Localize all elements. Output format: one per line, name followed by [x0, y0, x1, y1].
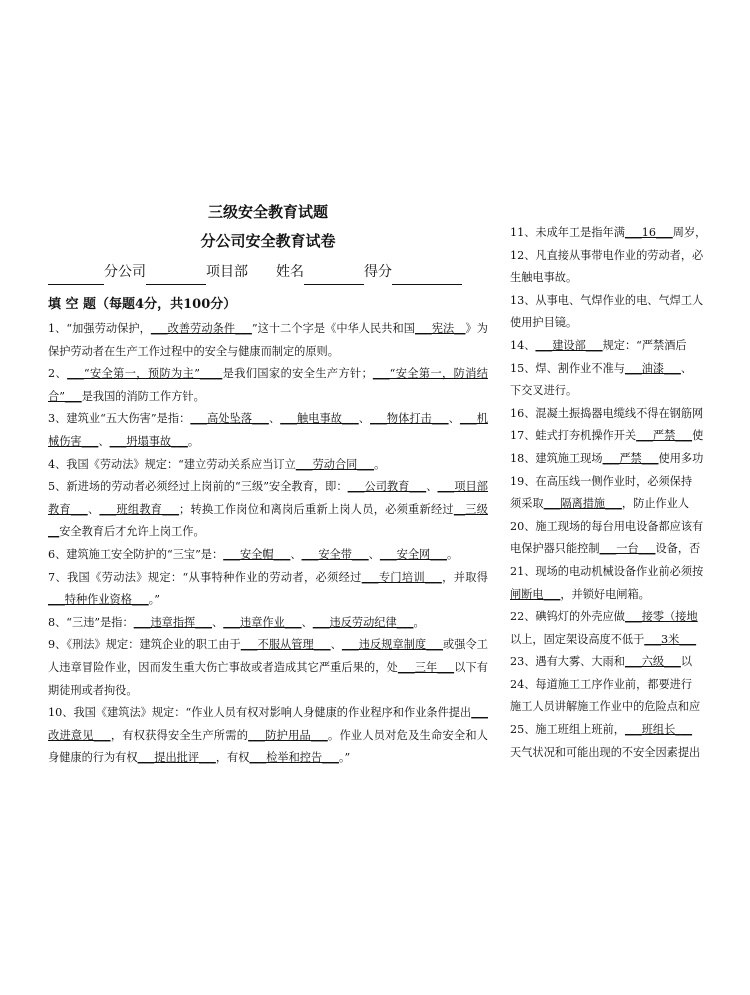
answer: ___一台___ [599, 542, 656, 556]
answer: ___坍塌事故___ [109, 434, 188, 448]
question-5: 5、新进场的劳动者必须经过上岗前的“三级”安全教育，即：___公司教育___、___项目部教育___、___班组教育___；转换工作岗位和离岗后重新上岗人员，必须重新经过__三级__安全教育后才允许上岗工作。 [48, 480, 488, 539]
question-list [48, 318, 488, 770]
answer: 闸断电 [510, 587, 544, 601]
question-3: 3、建筑业“五大伤害”是指：___高处坠落___、___触电事故___、___物体打击___、___机械伤害___、___坍塌事故___。 [48, 412, 488, 448]
left-column [48, 200, 488, 770]
answer: ___物体打击___ [370, 412, 449, 426]
question-20-cont: 电保护器只能控制___一台___设备，否 [510, 542, 701, 556]
question-6: 6、建筑施工安全防护的“三宝”是：___安全帽___、___安全带___、___安全网___。 [48, 547, 459, 561]
exam-subtitle: 分公司安全教育试卷 [200, 232, 336, 250]
score-blank[interactable] [392, 267, 462, 285]
answer: ___班组长___ [624, 723, 693, 737]
project-label: 项目部 [206, 264, 248, 280]
answer: ___劳动合同___ [295, 457, 375, 471]
answer: ___隔离措施___ [543, 497, 622, 511]
exam-title: 三级安全教育试题 [207, 203, 328, 221]
answer: ___检举和控告___ [249, 751, 339, 765]
question-19: 19、在高压线一侧作业时，必须保持 [510, 474, 693, 488]
question-25-cont: 天气状况和可能出现的不安全因素提出 [510, 745, 701, 759]
answer: ___油漆___ [624, 361, 681, 375]
question-21-cont: 闸断电___，并锁好电闸箱。 [510, 587, 650, 601]
project-blank[interactable] [146, 267, 206, 285]
answer: ___严禁___ [602, 451, 659, 465]
question-24: 24、每道施工工序作业前，都要进行 [510, 677, 693, 691]
answer: ___3米___ [644, 632, 697, 646]
answer: ___特种作业资格___ [48, 593, 149, 607]
company-label: 分公司 [104, 264, 146, 280]
answer: ___安全网___ [379, 547, 448, 561]
company-blank[interactable] [48, 267, 104, 285]
answer: ___不服从管理___ [240, 638, 331, 652]
question-2: 2、___“安全第一，预防为主”____是我们国家的安全生产方针；___“安全第一，防消结合”___是我国的消防工作方针。 [48, 367, 488, 403]
answer: ___改善劳动条件___ [150, 322, 252, 335]
answer: ___“安全第一，预防为主”____ [67, 367, 223, 381]
answer: ___项目部教育___ [48, 480, 488, 516]
question-19-cont: 须采取___隔离措施___，防止作业人 [510, 497, 690, 511]
question-11: 11、未成年工是指年满___16___周岁， [510, 226, 707, 239]
score-label: 得分 [364, 264, 392, 280]
answer: ___高处坠落___ [190, 412, 269, 426]
right-column [510, 222, 750, 764]
answer: ___六级___ [624, 655, 681, 669]
answer: ___宪法__ [414, 322, 466, 335]
question-10: 10、我国《建筑法》规定：“作业人员有权对影响人身健康的作业程序和作业条件提出___改进意见___，有权获得安全生产所需的___防护用品___。作业人员对危及生命安全和人身健康的行为有权___提出批评___，有权___检举和控告___。” [48, 706, 488, 765]
question-14: 14、___建设部___规定：“严禁酒后 [510, 338, 687, 352]
answer: ___提出批评___ [137, 751, 216, 765]
question-17: 17、蛙式打夯机操作开关___严禁___使 [510, 429, 704, 443]
answer: ___“安全第一，防消结合”___ [48, 367, 488, 403]
answer: ___防护用品___ [248, 728, 328, 742]
answer: ___建设部___ [535, 338, 603, 352]
question-16: 16、混凝土振捣器电缆线不得在钢筋网 [510, 406, 704, 420]
answer: ___安全帽___ [223, 547, 291, 561]
name-label: 姓名 [276, 264, 304, 280]
question-8: 8、“三违”是指：___违章指挥___、___违章作业___、___违反劳动纪律___。 [48, 615, 425, 629]
question-13-cont: 使用护目镜。 [510, 316, 578, 330]
answer: ___违反劳动纪律___ [312, 615, 414, 629]
header-fields [48, 259, 488, 285]
section-heading: 填 空 题（每题4分，共100分） [48, 297, 237, 312]
question-12: 12、凡直接从事带电作业的劳动者，必 [510, 248, 704, 262]
answer: ___违章指挥___ [133, 615, 213, 629]
question-22-cont: 以上，固定架设高度不低于___3米___ [510, 632, 697, 646]
question-9: 9、《刑法》规定：建筑企业的职工由于___不服从管理___、___违反规章制度___或强令工人违章冒险作业，因而发生重大伤亡事故或者造成其它严重后果的，处___三年___以下有期徒刑或者拘役。 [48, 638, 488, 697]
question-7: 7、我国《劳动法》规定：“从事特种作业的劳动者，必须经过___专门培训___，并取得___特种作业资格___。” [48, 570, 488, 607]
answer: ___接零（接地 [624, 610, 698, 624]
answer: ___机械伤害___ [48, 412, 488, 448]
question-12-cont: 生触电事故。 [510, 271, 578, 285]
answer: ___专门培训___ [361, 570, 442, 584]
answer: ___改进意见___ [48, 706, 488, 742]
question-15-cont: 下交叉进行。 [510, 384, 578, 398]
answer: ___严禁___ [636, 429, 693, 443]
question-21: 21、现场的电动机械设备作业前必须按 [510, 564, 704, 578]
answer: ___班组教育___ [99, 502, 180, 516]
answer: ___触电事故___ [280, 412, 359, 426]
question-4: 4、我国《劳动法》规定：“建立劳动关系应当订立___劳动合同___。 [48, 457, 386, 471]
question-20: 20、施工现场的每台用电设备都应该有 [510, 519, 704, 533]
question-22: 22、碘钨灯的外壳应做___接零（接地 [510, 610, 698, 624]
question-23: 23、遇有大雾、大雨和___六级___以 [510, 655, 693, 669]
question-24-cont: 施工人员讲解施工作业中的危险点和应 [510, 700, 701, 714]
question-1: 1、“加强劳动保护，___改善劳动条件___”这十二个字是《中华人民共和国___宪法__》为保护劳动者在生产工作过程中的安全与健康而制定的原则。 [48, 322, 488, 358]
answer: ___违章作业___ [223, 615, 302, 629]
question-15: 15、焊、割作业不准与___油漆___、 [510, 361, 693, 375]
question-25: 25、施工班组上班前，___班组长___ [510, 723, 693, 737]
answer: ___违反规章制度___ [341, 638, 443, 652]
question-18: 18、建筑施工现场___严禁___使用多功 [510, 451, 704, 465]
name-blank[interactable] [304, 267, 364, 285]
answer: ___三年___ [397, 660, 455, 674]
answer: ___安全带___ [301, 547, 369, 561]
answer: __三级__ [48, 502, 488, 539]
answer: ___16___ [624, 226, 673, 239]
answer: ___公司教育___ [347, 480, 427, 494]
question-13: 13、从事电、气焊作业的电、气焊工人 [510, 293, 704, 307]
